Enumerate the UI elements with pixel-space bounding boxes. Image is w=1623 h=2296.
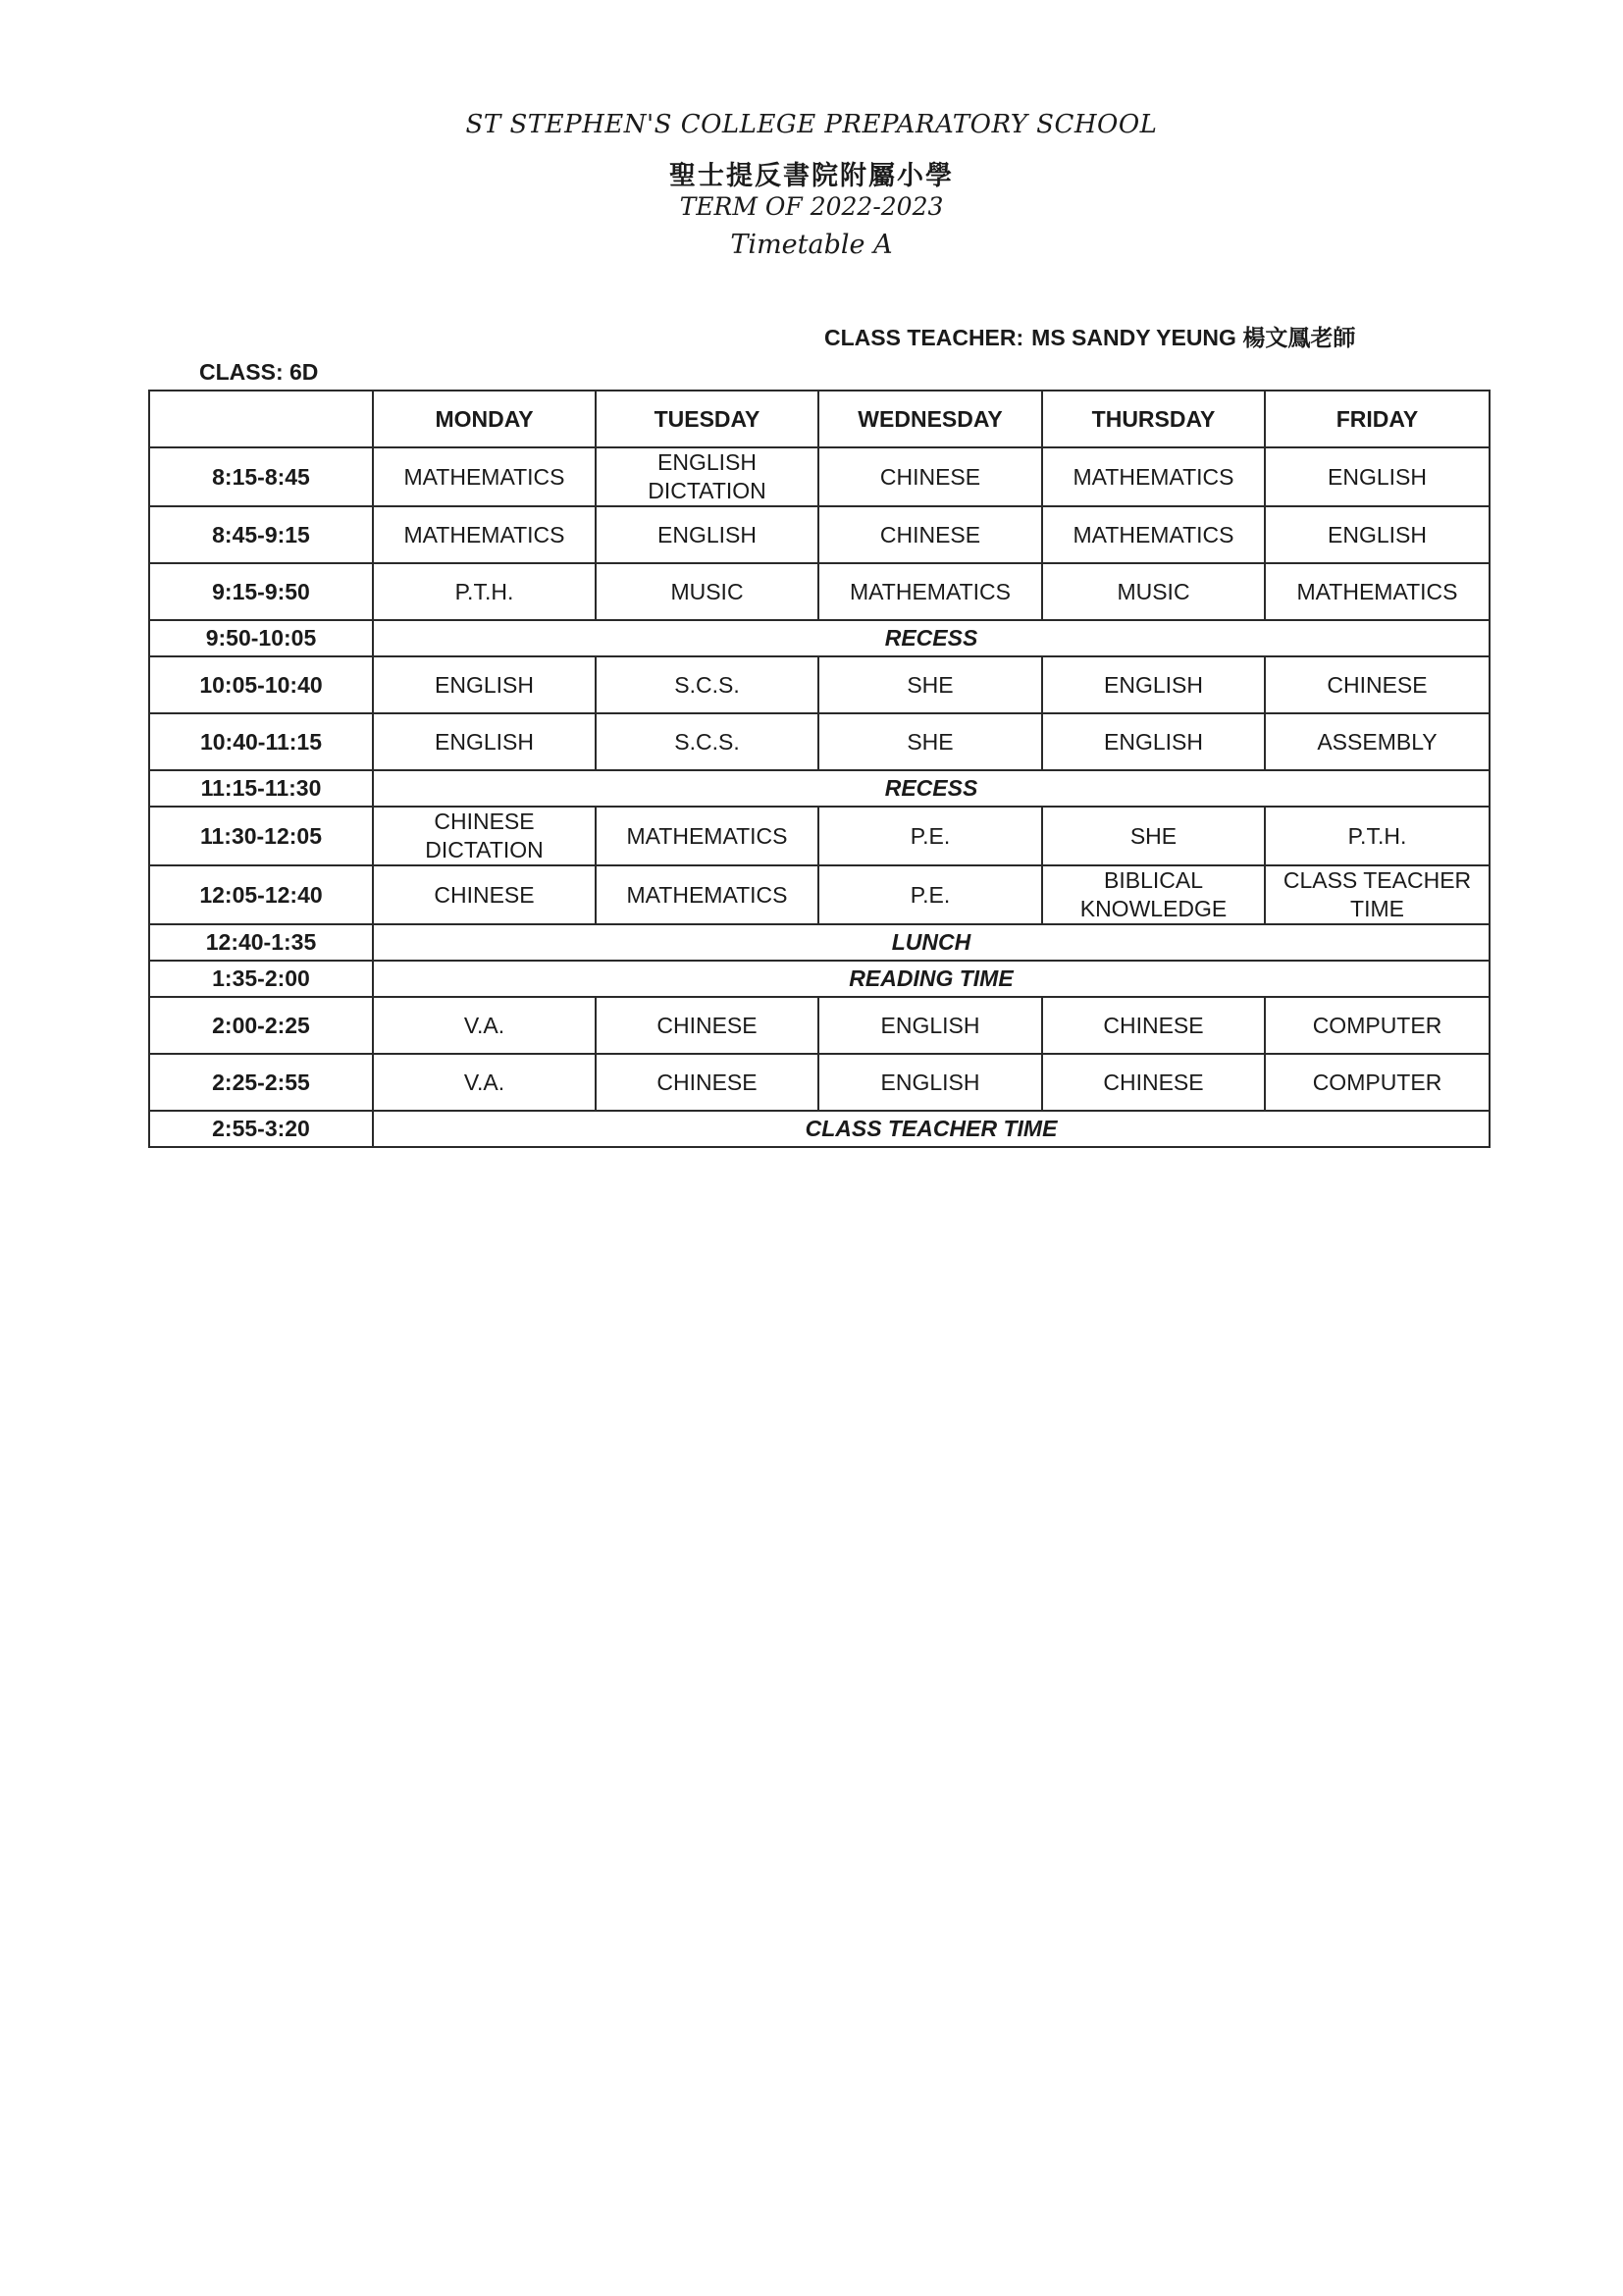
lesson-cell: COMPUTER [1265,1054,1490,1111]
period-time: 12:40-1:35 [149,924,373,961]
period-time: 8:45-9:15 [149,506,373,563]
day-header: MONDAY [373,391,596,447]
lesson-cell: ENGLISH [373,713,596,770]
period-time: 2:55-3:20 [149,1111,373,1147]
lesson-cell: CHINESE [1042,997,1265,1054]
period-time: 1:35-2:00 [149,961,373,997]
lesson-cell: MATHEMATICS [373,447,596,506]
table-row [149,807,1490,865]
lesson-cell: MUSIC [596,563,818,620]
lesson-cell: ENGLISH [373,656,596,713]
table-row [149,447,1490,506]
lesson-cell: CHINESE [818,506,1042,563]
period-time: 10:05-10:40 [149,656,373,713]
period-time: 2:25-2:55 [149,1054,373,1111]
lesson-cell: MUSIC [1042,563,1265,620]
class-teacher-name: MS SANDY YEUNG 楊文鳳老師 [1031,325,1356,350]
lesson-cell: CLASS TEACHER TIME [1265,865,1490,924]
day-header: FRIDAY [1265,391,1490,447]
period-time: 9:50-10:05 [149,620,373,656]
lesson-cell: ENGLISH DICTATION [596,447,818,506]
period-time: 2:00-2:25 [149,997,373,1054]
table-row [149,506,1490,563]
lesson-cell: BIBLICAL KNOWLEDGE [1042,865,1265,924]
lesson-cell: CHINESE [596,1054,818,1111]
term-label: TERM OF 2022-2023 [679,192,944,221]
lesson-cell: ENGLISH [818,997,1042,1054]
period-time: 11:30-12:05 [149,807,373,865]
lesson-cell: MATHEMATICS [818,563,1042,620]
lesson-cell: S.C.S. [596,713,818,770]
lesson-cell: MATHEMATICS [1042,506,1265,563]
school-name-chinese: 聖士提反書院附屬小學 [669,161,954,191]
lesson-cell: V.A. [373,1054,596,1111]
lesson-cell: ENGLISH [1265,447,1490,506]
lesson-cell: ENGLISH [1265,506,1490,563]
lesson-cell: SHE [818,656,1042,713]
break-cell: READING TIME [373,961,1490,997]
lesson-cell: P.E. [818,807,1042,865]
class-label: CLASS: 6D [199,359,319,385]
header-row [149,391,1490,447]
table-row [149,997,1490,1054]
lesson-cell: MATHEMATICS [1265,563,1490,620]
lesson-cell: SHE [1042,807,1265,865]
period-time: 9:15-9:50 [149,563,373,620]
table-row [149,924,1490,961]
timetable-title: Timetable A [730,230,893,260]
lesson-cell: CHINESE [373,865,596,924]
lesson-cell: ENGLISH [818,1054,1042,1111]
lesson-cell: P.T.H. [373,563,596,620]
table-row [149,1111,1490,1147]
lesson-cell: CHINESE [596,997,818,1054]
table-row [149,620,1490,656]
break-cell: LUNCH [373,924,1490,961]
period-time: 12:05-12:40 [149,865,373,924]
period-time: 11:15-11:30 [149,770,373,807]
lesson-cell: CHINESE DICTATION [373,807,596,865]
lesson-cell: P.E. [818,865,1042,924]
period-time: 10:40-11:15 [149,713,373,770]
day-header: WEDNESDAY [818,391,1042,447]
corner-cell [149,391,373,447]
table-row [149,1054,1490,1111]
day-header: TUESDAY [596,391,818,447]
table-row [149,961,1490,997]
lesson-cell: CHINESE [818,447,1042,506]
break-cell: RECESS [373,620,1490,656]
lesson-cell: MATHEMATICS [596,807,818,865]
lesson-cell: CHINESE [1265,656,1490,713]
lesson-cell: ASSEMBLY [1265,713,1490,770]
table-row [149,656,1490,713]
table-row [149,713,1490,770]
lesson-cell: CHINESE [1042,1054,1265,1111]
table-row [149,865,1490,924]
day-header: THURSDAY [1042,391,1265,447]
lesson-cell: COMPUTER [1265,997,1490,1054]
lesson-cell: SHE [818,713,1042,770]
lesson-cell: S.C.S. [596,656,818,713]
break-cell: RECESS [373,770,1490,807]
table-row [149,563,1490,620]
lesson-cell: P.T.H. [1265,807,1490,865]
lesson-cell: MATHEMATICS [373,506,596,563]
class-teacher [824,320,1355,352]
table-row [149,770,1490,807]
lesson-cell: ENGLISH [1042,656,1265,713]
class-teacher-label: CLASS TEACHER: [824,325,1024,350]
lesson-cell: ENGLISH [596,506,818,563]
period-time: 8:15-8:45 [149,447,373,506]
school-name: ST STEPHEN'S COLLEGE PREPARATORY SCHOOL [465,110,1158,139]
timetable [148,390,1491,1148]
break-cell: CLASS TEACHER TIME [373,1111,1490,1147]
lesson-cell: V.A. [373,997,596,1054]
lesson-cell: MATHEMATICS [596,865,818,924]
lesson-cell: MATHEMATICS [1042,447,1265,506]
lesson-cell: ENGLISH [1042,713,1265,770]
